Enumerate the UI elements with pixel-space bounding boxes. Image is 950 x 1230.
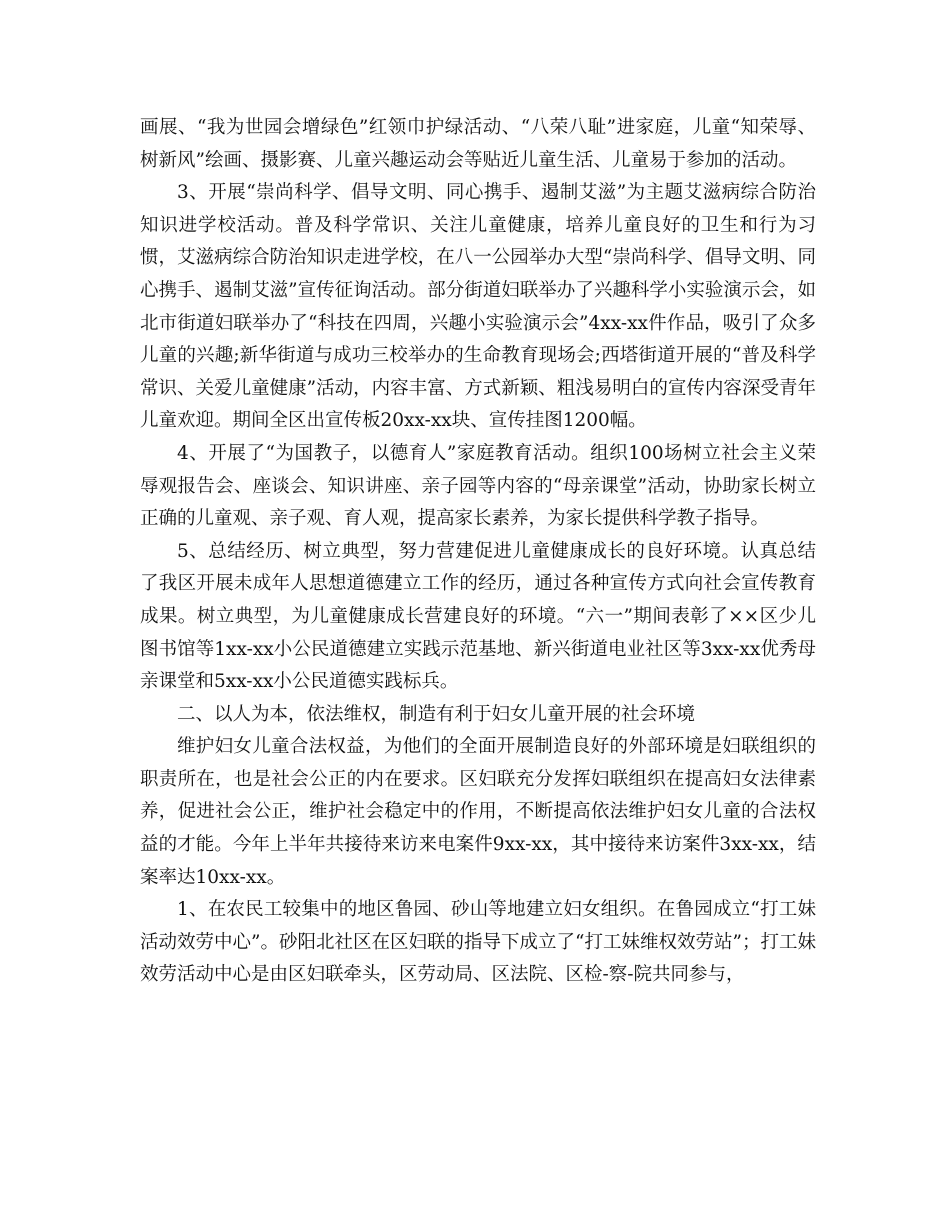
paragraph-rights-protection: 维护妇女儿童合法权益，为他们的全面开展制造良好的外部环境是妇联组织的职责所在，也是社会公正的内在要求。区妇联充分发挥妇联组织在提高妇女法律素养，促进社会公正，维护社会稳定中的作用，不断提高依法维护妇女儿童的合法权益的才能。今年上半年共接待来访来电案件9xx-xx，其中接待来访案件3xx-xx，结案率达10xx-xx。	[140, 736, 816, 888]
paragraph-item-3-aids-prevention: 3、开展“崇尚科学、倡导文明、同心携手、遏制艾滋”为主题艾滋病综合防治知识进学校活动。普及科学常识、关注儿童健康，培养儿童良好的卫生和行为习惯，艾滋病综合防治知识走进学校，在八一公园举办大型“崇尚科学、倡导文明、同心携手、遏制艾滋”宣传征询活动。部分街道妇联举办了兴趣科学小实验演示会，如北市街道妇联举办了“科技在四周，兴趣小实验演示会”4xx-xx件作品，吸引了众多儿童的兴趣;新华街道与成功三校举办的生命教育现场会;西塔街道开展的“普及科学常识、关爱儿童健康”活动，内容丰富、方式新颖、粗浅易明白的宣传内容深受青年儿童欢迎。期间全区出宣传板20xx-xx块、宣传挂图1200幅。	[140, 182, 816, 432]
paragraph-item-5-summary: 5、总结经历、树立典型，努力营建促进儿童健康成长的良好环境。认真总结了我区开展未成年人思想道德建立工作的经历，通过各种宣传方式向社会宣传教育成果。树立典型，为儿童健康成长营建良好的环境。“六一”期间表彰了××区少儿图书馆等1xx-xx小公民道德建立实践示范基地、新兴街道电业社区等3xx-xx优秀母亲课堂和5xx-xx小公民道德实践标兵。	[140, 540, 816, 693]
document-page	[140, 112, 816, 992]
section-heading-2: 二、以人为本，依法维权，制造有利于妇女儿童开展的社会环境	[177, 703, 696, 725]
paragraph-activities-continued: 画展、“我为世园会增绿色”红领巾护绿活动、“八荣八耻”进家庭，儿童“知荣辱、树新风”绘画、摄影赛、儿童兴趣运动会等贴近儿童生活、儿童易于参加的活动。	[140, 117, 816, 171]
paragraph-item-4-family-education: 4、开展了“为国教子，以德育人”家庭教育活动。组织100场树立社会主义荣辱观报告会、座谈会、知识讲座、亲子园等内容的“母亲课堂”活动，协助家长树立正确的儿童观、亲子观、育人观，提高家长素养，为家长提供科学教子指导。	[140, 442, 816, 530]
paragraph-item-1-migrant-workers: 1、在农民工较集中的地区鲁园、砂山等地建立妇女组织。在鲁园成立“打工妹活动效劳中心”。砂阳北社区在区妇联的指导下成立了“打工妹维权效劳站”；打工妹效劳活动中心是由区妇联牵头，区劳动局、区法院、区检-察-院共同参与，	[140, 899, 816, 986]
